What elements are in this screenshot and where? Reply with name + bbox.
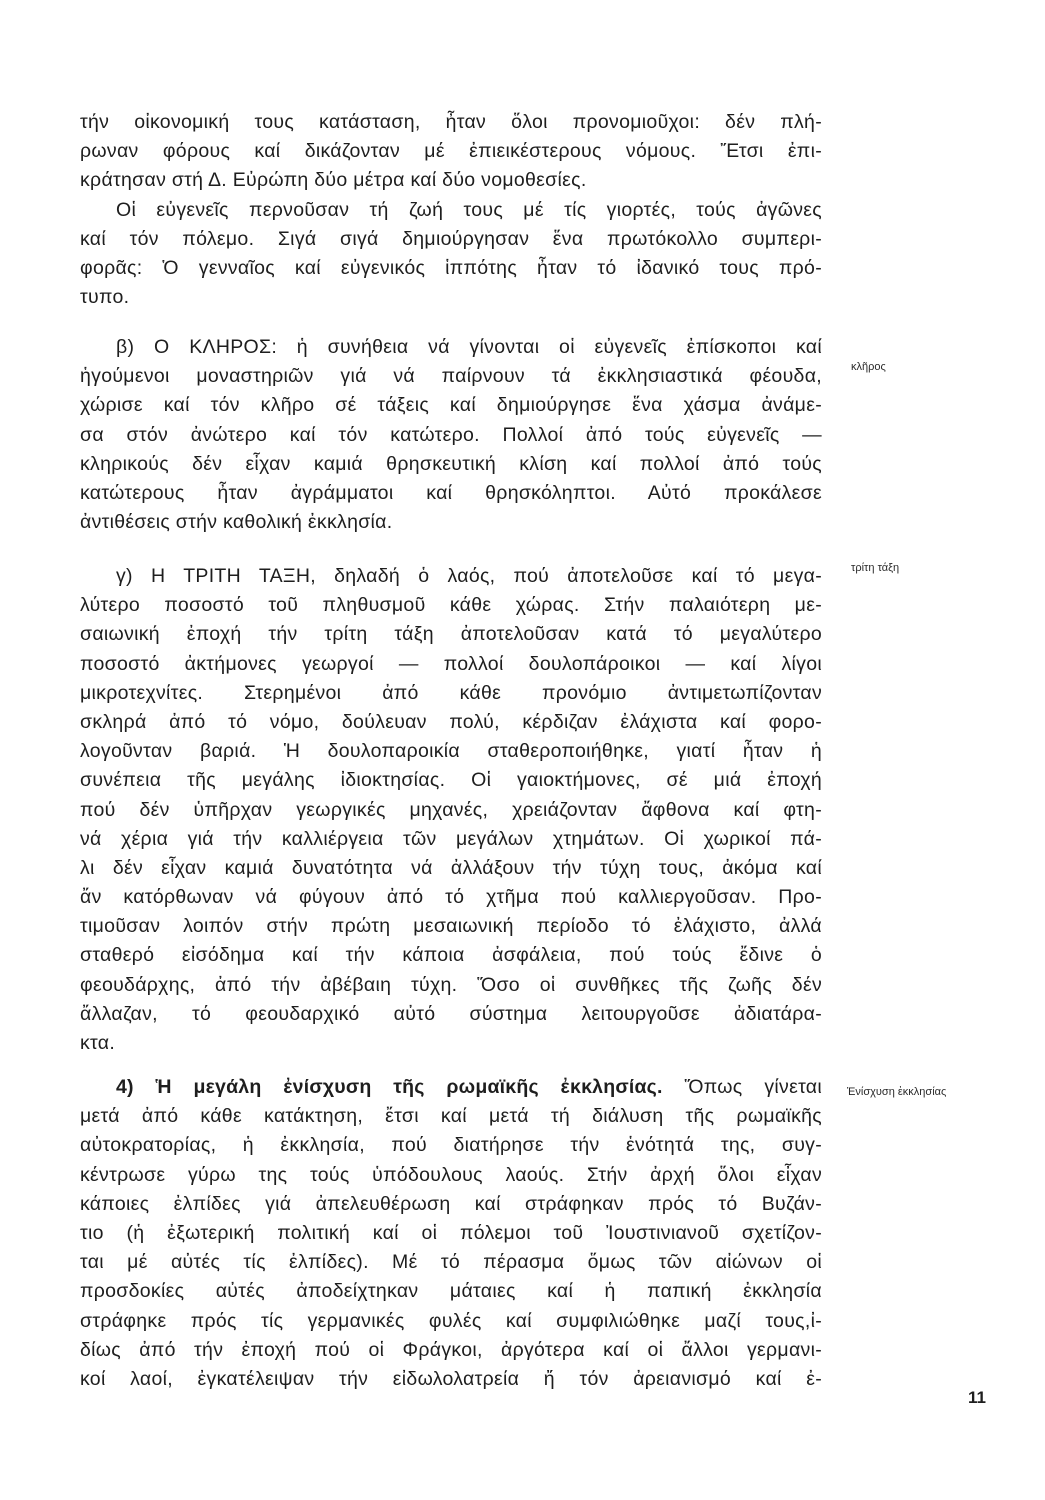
text-line: αὐτοκρατορίας, ἡ ἐκκλησία, πού διατήρησε τήν ἑνότητά της, συγ- [80, 1134, 822, 1157]
clergy-paragraph [80, 333, 822, 537]
church-section [80, 1073, 822, 1394]
text-line: γ) Η ΤΡΙΤΗ ΤΑΞΗ, δηλαδή ὁ λαός, πού ἀποτελοῦσε καί τό μεγα- [116, 565, 822, 587]
text-line: φορᾶς: Ὁ γενναῖος καί εὐγενικός ἱππότης ἦταν τό ἰδανικό τους πρό- [80, 256, 822, 279]
text-line: κτα. [80, 1032, 116, 1054]
text-line: κάποιες ἐλπίδες γιά ἀπελευθέρωση καί στράφηκαν πρός τό Βυζάν- [80, 1192, 822, 1215]
text-line: ρωναν φόρους καί δικάζονταν μέ ἐπιεικέστερους νόμους. Ἔτσι ἐπι- [80, 140, 822, 163]
text-line: ποσοστό ἀκτήμονες γεωργοί — πολλοί δουλοπάροικοι — καί λίγοι [80, 652, 822, 675]
intro-paragraph [80, 108, 822, 312]
text-line: νά χέρια γιά τήν καλλιέργεια τῶν μεγάλων χτημάτων. Οἱ χωρικοί πά- [80, 827, 822, 850]
text-line: Οἱ εὐγενεῖς περνοῦσαν τή ζωή τους μέ τίς γιορτές, τούς ἀγῶνες [116, 198, 822, 221]
text-line: τήν οἰκονομική τους κατάσταση, ἦταν ὅλοι προνομιοῦχοι: δέν πλή- [80, 111, 822, 133]
margin-note-clergy: κλῆρος [851, 361, 886, 373]
text-line: κέντρωσε γύρω της τούς ὑπόδουλους λαούς. Στήν ἀρχή ὅλοι εἶχαν [80, 1163, 822, 1186]
text-line: ἀντιθέσεις στήν καθολική ἐκκλησία. [80, 511, 393, 534]
margin-note-church: Ἐνίσχυση ἐκκλησίας [847, 1086, 947, 1098]
text-line: ται μέ αὐτές τίς ἐλπίδες). Μέ τό πέρασμα ὅμως τῶν αἰώνων οἱ [80, 1251, 822, 1274]
text-line: λύτερο ποσοστό τοῦ πληθυσμοῦ κάθε χώρας. Στήν παλαιότερη με- [80, 594, 822, 617]
text-line: καί τόν πόλεμο. Σιγά σιγά δημιούργησαν ἕνα πρωτόκολλο συμπερι- [80, 227, 822, 250]
text-line: κατώτερους ἦταν ἀγράμματοι καί θρησκόληπτοι. Αὐτό προκάλεσε [80, 481, 822, 504]
text-line: ἡγούμενοι μοναστηριῶν γιά νά παίρνουν τά ἐκκλησιαστικά φέουδα, [80, 365, 822, 388]
text-line: σαιωνική ἐποχή τήν τρίτη τάξη ἀποτελοῦσαν κατά τό μεγαλύτερο [80, 623, 822, 646]
text-line: β) Ο ΚΛΗΡΟΣ: ἡ συνήθεια νά γίνονται οἱ εὐγενεῖς ἐπίσκοποι καί [116, 336, 822, 358]
section-heading: 4) Ἡ μεγάλη ἐνίσχυση τῆς ρωμαϊκῆς ἐκκλησίας. [116, 1076, 663, 1098]
text-line: σταθερό εἰσόδημα καί τήν κάποια ἀσφάλεια, πού τούς ἔδινε ὁ [80, 944, 822, 967]
text-line: λι δέν εἶχαν καμιά δυνατότητα νά ἀλλάξουν τήν τύχη τους, ἀκόμα καί [80, 856, 822, 879]
text-line: προσδοκίες αὐτές ἀποδείχτηκαν μάταιες καί ἡ παπική ἐκκλησία [80, 1280, 822, 1303]
text-line: χώρισε καί τόν κλῆρο σέ τάξεις καί δημιούργησε ἕνα χάσμα ἀνάμε- [80, 394, 822, 417]
text-line: στράφηκε πρός τίς γερμανικές φυλές καί συμφιλιώθηκε μαζί τους,ἰ- [80, 1309, 822, 1332]
text-line: συνέπεια τῆς μεγάλης ἰδιοκτησίας. Οἱ γαιοκτήμονες, σέ μιά ἐποχή [80, 769, 822, 792]
text-line: τυπο. [80, 286, 130, 309]
text-line: δίως ἀπό τήν ἐποχή πού οἱ Φράγκοι, ἀργότερα καί οἱ ἄλλοι γερμανι- [80, 1338, 822, 1361]
section-heading-line [80, 1073, 822, 1102]
text-line: φεουδάρχης, ἀπό τήν ἀβέβαιη τύχη. Ὅσο οἱ συνθῆκες τῆς ζωῆς δέν [80, 973, 822, 996]
text-line: κοί λαοί, ἐγκατέλειψαν τήν εἰδωλολατρεία ἤ τόν ἀρειανισμό καί ἐ- [80, 1367, 822, 1390]
text-line: πού δέν ὑπῆρχαν γεωργικές μηχανές, χρειάζονταν ἄφθονα καί φτη- [80, 798, 822, 821]
text-fragment: Ὅπως γίνεται [684, 1076, 823, 1098]
text-line: μικροτεχνίτες. Στερημένοι ἀπό κάθε προνόμιο ἀντιμετωπίζονταν [80, 681, 822, 704]
text-line: ἄλλαζαν, τό φεουδαρχικό αὐτό σύστημα λειτουργοῦσε ἀδιατάρα- [80, 1002, 822, 1025]
margin-note-third-estate: τρίτη τάξη [851, 562, 900, 574]
third-estate-paragraph [80, 562, 822, 1058]
text-line: ἄν κατόρθωναν νά φύγουν ἀπό τό χτῆμα πού καλλιεργοῦσαν. Προ- [80, 886, 822, 909]
page-number: 11 [968, 1388, 986, 1407]
text-line: σα στόν ἀνώτερο καί τόν κατώτερο. Πολλοί ἀπό τούς εὐγενεῖς — [80, 423, 822, 446]
text-line: κράτησαν στή Δ. Εὐρώπη δύο μέτρα καί δύο νομοθεσίες. [80, 169, 587, 192]
text-line: μετά ἀπό κάθε κατάκτηση, ἔτσι καί μετά τή διάλυση τῆς ρωμαϊκῆς [80, 1105, 822, 1128]
text-line: τιο (ἡ ἐξωτερική πολιτική καί οἱ πόλεμοι τοῦ Ἰουστινιανοῦ σχετίζον- [80, 1221, 822, 1244]
text-line: λογοῦνταν βαριά. Ἡ δουλοπαροικία σταθεροποιήθηκε, γιατί ἦταν ἡ [80, 740, 822, 763]
text-line: κληρικούς δέν εἶχαν καμιά θρησκευτική κλίση καί πολλοί ἀπό τούς [80, 452, 822, 475]
text-line: τιμοῦσαν λοιπόν στήν πρώτη μεσαιωνική περίοδο τό ἐλάχιστο, ἀλλά [80, 915, 822, 938]
text-line: σκληρά ἀπό τό νόμο, δούλευαν πολύ, κέρδιζαν ἐλάχιστα καί φορο- [80, 710, 822, 733]
